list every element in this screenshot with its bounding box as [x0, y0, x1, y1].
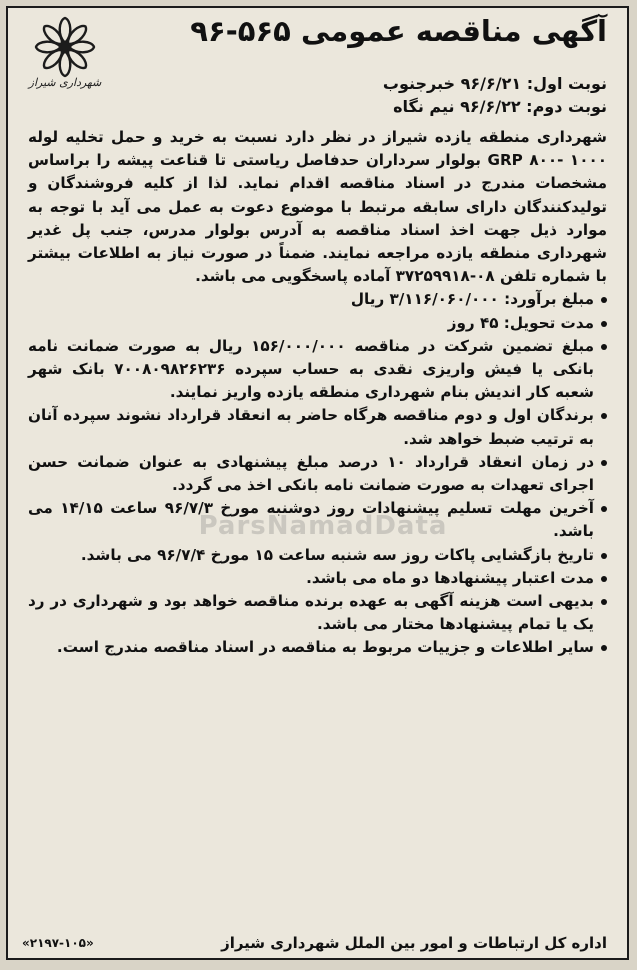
bullet-icon: [601, 413, 607, 419]
bullet-icon: [601, 297, 607, 303]
list-item: [28, 497, 607, 543]
list-item: [28, 590, 607, 636]
item-text: مبلغ برآورد: ۳/۱۱۶/۰۶۰/۰۰۰ ریال: [350, 290, 594, 309]
conditions-list: [28, 288, 607, 659]
notice-body: [28, 126, 607, 660]
list-item: [28, 335, 607, 405]
item-text: آخرین مهلت تسلیم پیشنهادات روز دوشنبه مورخ ۹۶/۷/۳ ساعت ۱۴/۱۵ می باشد.: [28, 499, 594, 541]
notice-code: «۲۱۹۷-۱۰۵»: [22, 936, 94, 950]
item-text: بدیهی است هزینه آگهی به عهده برنده مناقصه خواهد بود و شهرداری در رد یک یا تمام پیشنهادها مختار می باشد.: [28, 592, 594, 634]
list-item: [28, 567, 607, 590]
notice-page: [6, 6, 629, 960]
item-text: مدت اعتبار پیشنهادها دو ماه می باشد.: [306, 568, 594, 587]
bullet-icon: [601, 599, 607, 605]
bullet-icon: [601, 460, 607, 466]
watermark-text: ParsNamadData: [198, 511, 448, 541]
municipality-logo: [22, 16, 108, 112]
intro-paragraph: شهرداری منطقه یازده شیراز در نظر دارد نسبت به خرید و حمل تخلیه لوله ۱۰۰۰ -۸۰۰ GRP بولوار سرداران حدفاصل ریاستی تا قناعت پیشه را براساس مشخصات مندرج در اسناد مناقصه اقدام نماید. لذا از کلیه فروشندگان و تولیدکنندگان دارای سابقه مرتبط با موضوع دعوت به عمل می آید با توجه به موارد ذیل جهت اخذ اسناد مناقصه به آدرس بولوار مدرس، جنب پل غدیر شهرداری منطقه یازده مراجعه نمایند. ضمناً در صورت نیاز به اطلاعات بیشتر با شماره تلفن ۰۸-۳۷۲۵۹۹۱۸ آماده پاسخگویی می باشد.: [28, 128, 608, 286]
publication-turns: [187, 72, 607, 118]
list-item: [28, 288, 607, 311]
issuer-name: اداره کل ارتباطات و امور بین الملل شهرداری شیراز: [221, 934, 607, 952]
flower-logo-icon: [34, 16, 96, 78]
item-text: سایر اطلاعات و جزییات مربوط به مناقصه در اسناد مناقصه مندرج است.: [56, 638, 594, 657]
second-turn: نوبت دوم: ۹۶/۶/۲۲ نیم نگاه: [393, 97, 607, 116]
bullet-icon: [601, 553, 607, 559]
item-text: مبلغ تضمین شرکت در مناقصه ۱۵۶/۰۰۰/۰۰۰ ریال به صورت ضمانت نامه بانکی یا فیش واریزی نقدی به حساب سپرده ۷۰۰۸۰۹۸۲۶۲۳۶ بانک شهر شعبه کار اندیش بنام شهرداری منطقه یازده واریز نمایند.: [28, 336, 594, 402]
item-text: در زمان انعقاد قرارداد ۱۰ درصد مبلغ پیشنهادی به عنوان ضمانت حسن اجرای تعهدات به صورت ضمانت نامه بانکی اخذ می گردد.: [28, 452, 594, 495]
list-item: [28, 544, 607, 567]
bullet-icon: [601, 506, 607, 512]
list-item: [28, 312, 607, 335]
notice-footer: [22, 934, 607, 956]
list-item: [28, 451, 607, 497]
logo-text: شهرداری شیراز: [28, 76, 102, 89]
bullet-icon: [601, 344, 607, 350]
notice-title: آگهی مناقصه عمومی ۵۶۵-۹۶: [190, 14, 607, 48]
item-text: برندگان اول و دوم مناقصه هرگاه حاضر به انعقاد قرارداد نشوند سپرده آنان به ترتیب ضبط خواهد شد.: [28, 406, 594, 448]
first-turn: نوبت اول: ۹۶/۶/۲۱ خبرجنوب: [382, 74, 607, 93]
item-text: مدت تحویل: ۴۵ روز: [447, 313, 594, 332]
item-text: تاریخ بازگشایی پاکات روز سه شنبه ساعت ۱۵ مورخ ۹۶/۷/۴ می باشد.: [80, 545, 594, 564]
bullet-icon: [601, 576, 607, 582]
list-item: [28, 404, 607, 450]
list-item: [28, 636, 607, 659]
bullet-icon: [601, 321, 607, 327]
bullet-icon: [601, 645, 607, 651]
